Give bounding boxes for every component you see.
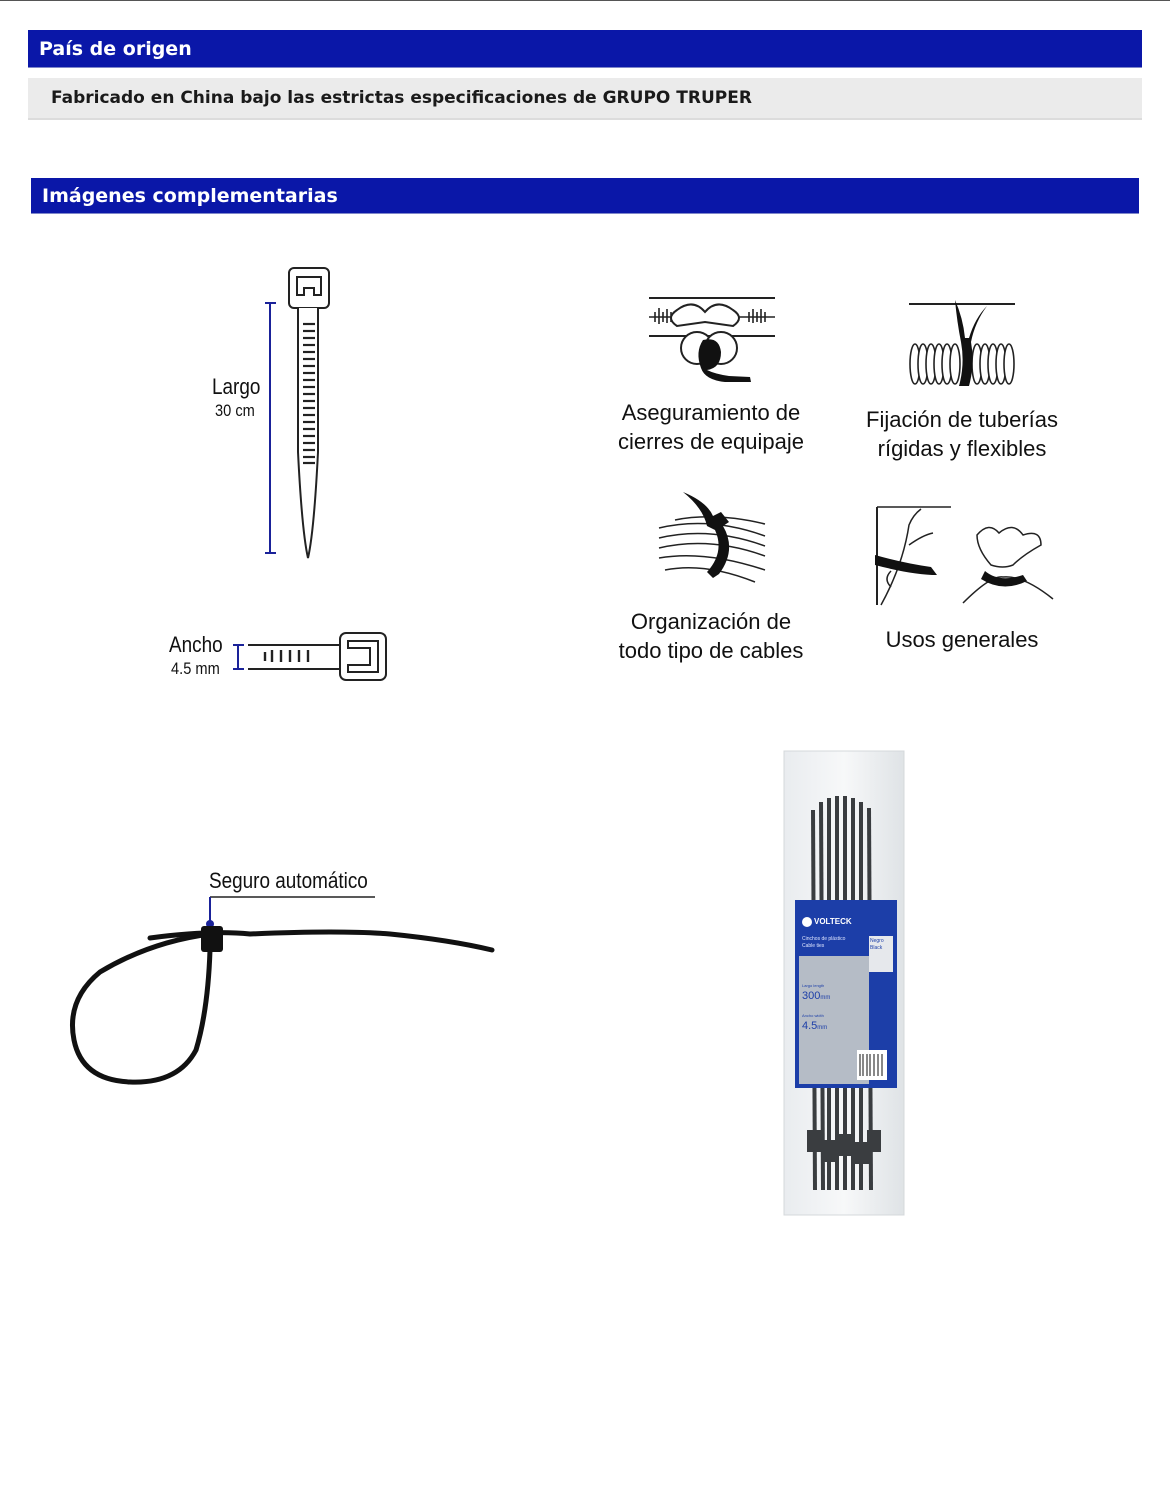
images-header: Imágenes complementarias <box>31 178 1139 214</box>
package-color: Negro <box>870 938 884 944</box>
package-product: Cinchos de plástico <box>802 936 846 942</box>
width-label: Ancho <box>169 632 223 657</box>
package-color-en: Black <box>870 945 883 951</box>
use-caption-pipes: Fijación de tuberías rígidas y flexibles <box>866 407 1058 461</box>
lock-label: Seguro automático <box>209 868 368 893</box>
cables-icon <box>655 490 770 585</box>
use-caption-luggage: Aseguramiento de cierres de equipaje <box>618 400 804 454</box>
package-width-caption: Ancho width <box>802 1013 824 1018</box>
package-length-value: 300mm <box>802 990 831 1002</box>
package-brand: VOLTECK <box>814 917 852 926</box>
origin-text: Fabricado en China bajo las estrictas especificaciones de GRUPO TRUPER <box>28 78 1142 120</box>
length-value: 30 cm <box>215 401 255 420</box>
package-width-value: 4.5mm <box>802 1020 828 1032</box>
pipe-icon <box>905 298 1020 393</box>
use-caption-cables: Organización de todo tipo de cables <box>618 609 804 663</box>
cable-tie-length-diagram <box>260 262 340 562</box>
use-caption-general: Usos generales <box>885 627 1039 652</box>
luggage-zipper-icon <box>645 292 780 387</box>
length-label: Largo <box>212 374 261 399</box>
cable-tie-width-diagram <box>230 628 390 684</box>
package-product-en: Cable ties <box>802 943 825 949</box>
origin-header: País de origen <box>28 30 1142 68</box>
package-length-caption: Largo length <box>802 983 825 988</box>
general-uses-icon <box>873 505 1058 610</box>
width-value: 4.5 mm <box>171 659 220 678</box>
cable-tie-loop-diagram <box>60 890 500 1090</box>
top-border <box>0 0 1170 1</box>
